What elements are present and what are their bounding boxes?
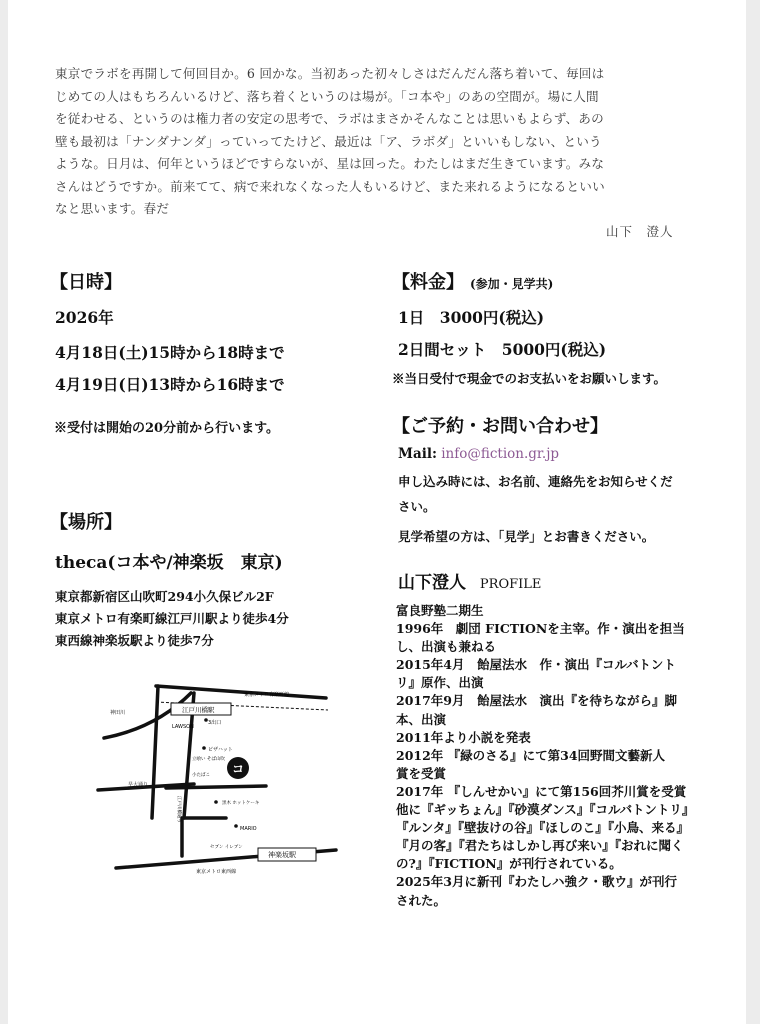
contact-instruction-1: 申し込み時には、お名前、連絡先をお知らせくだ bbox=[398, 474, 673, 489]
profile-line: 『月の客』『君たちはしかし再び来い』『おれに聞く bbox=[396, 838, 684, 854]
contact-mail-label: Mail: bbox=[398, 446, 437, 462]
contact-heading: 【ご予約・お問い合わせ】 bbox=[392, 416, 608, 437]
contact-mail-row bbox=[398, 446, 559, 462]
map-dot bbox=[214, 800, 218, 804]
profile-line: リ』原作、出演 bbox=[396, 675, 484, 691]
map-label-tatsuki: 立喰い そば山吹 bbox=[192, 757, 225, 762]
map-label-mario: MARIO bbox=[240, 826, 257, 832]
access-map bbox=[96, 668, 346, 888]
profile-heading bbox=[398, 568, 541, 593]
map-label-kandagawa: 神田川 bbox=[110, 710, 126, 716]
profile-line: 賞を受賞 bbox=[396, 765, 447, 781]
profile-line: 『ルンタ』『壁抜けの谷』『ほしのこ』『小鳥、来る』 bbox=[396, 820, 689, 836]
venue-heading: 【場所】 bbox=[50, 512, 122, 533]
fee-heading-label: 【料金】 bbox=[392, 272, 464, 293]
map-label-tozai-line: 東京メトロ有楽町線 bbox=[244, 692, 290, 698]
fee-heading bbox=[392, 268, 553, 294]
map-label-sodai: 早大通り bbox=[128, 782, 149, 788]
map-label-lawson: LAWSON bbox=[172, 724, 194, 730]
map-dot bbox=[234, 824, 238, 828]
map-label-kotan: 小たばこ bbox=[192, 773, 210, 778]
contact-instruction-2: さい。 bbox=[398, 499, 436, 514]
intro-line: ような。日月は、何年というほどですらないが、星は回った。わたしはまだ生きています。みな bbox=[55, 156, 605, 171]
venue-address: 東京都新宿区山吹町294小久保ビル2F bbox=[55, 589, 274, 604]
venue-access-1: 東京メトロ有楽町線江戸川駅より徒歩4分 bbox=[55, 611, 289, 626]
map-label-tozai: 東京メトロ東西線 bbox=[196, 869, 237, 875]
schedule-year: 2026年 bbox=[55, 308, 114, 327]
map-dot bbox=[202, 746, 206, 750]
schedule-day2: 4月19日(日)13時から16時まで bbox=[55, 375, 285, 394]
profile-line: 富良野塾二期生 bbox=[396, 603, 484, 618]
fee-two-day: 2日間セット 5000円(税込) bbox=[398, 340, 607, 359]
schedule-day1: 4月18日(土)15時から18時まで bbox=[55, 343, 285, 362]
intro-line: 東京でラボを再開して何回目か。6 回かな。当初あった初々しさはだんだん落ち着いて、毎回は bbox=[55, 66, 605, 81]
contact-instruction-3: 見学希望の方は、「見学」とお書きください。 bbox=[398, 529, 655, 544]
profile-line: 2015年4月 飴屋法水 作・演出『コルバトント bbox=[396, 657, 676, 673]
profile-line: 1996年 劇団 FICTIONを主宰。作・演出を担当 bbox=[396, 621, 685, 637]
schedule-heading: 【日時】 bbox=[50, 272, 122, 293]
intro-line: を従わせる、というのは権力者の安定の思考で、ラボはまさかそんなことは思いもよらず、あの bbox=[55, 111, 604, 126]
profile-line: 他に『ギッちょん』『砂漠ダンス』『コルバトントリ』 bbox=[396, 802, 695, 818]
intro-line: さんはどうですか。前来てて、病で来れなくなった人もいるけど、また来れるようになるといい bbox=[55, 178, 605, 194]
contact-email-link[interactable]: info@fiction.gr.jp bbox=[441, 446, 560, 462]
fee-one-day: 1日 3000円(税込) bbox=[398, 308, 545, 327]
profile-line: し、出演も兼ねる bbox=[396, 639, 497, 655]
venue-name: theca(コ本や/神楽坂 東京) bbox=[55, 553, 283, 573]
map-label-kuroki: 黒木 ホットケーキ bbox=[222, 801, 260, 806]
profile-line: 2012年 『緑のさる』にて第34回野間文藝新人 bbox=[396, 747, 666, 763]
profile-name: 山下澄人 bbox=[398, 573, 466, 593]
map-label-kagurazaka: 神楽坂駅 bbox=[268, 851, 296, 859]
map-road-vertical-left bbox=[152, 686, 158, 818]
profile-line: 2017年 『しんせかい』にて第156回芥川賞を受賞 bbox=[396, 783, 687, 799]
profile-line: 2017年9月 飴屋法水 演出『を待ちながら』脚 bbox=[396, 693, 677, 709]
map-label-edogawabashi: 江戸川橋駅 bbox=[182, 706, 215, 714]
schedule-note: ※受付は開始の20分前から行います。 bbox=[54, 421, 280, 436]
venue-access-2: 東西線神楽坂駅より徒歩7分 bbox=[55, 633, 214, 648]
intro-signature: 山下 澄人 bbox=[606, 224, 674, 239]
left-frame bbox=[0, 0, 8, 1024]
profile-line: の?』『FICTION』が刊行されている。 bbox=[396, 856, 622, 872]
profile-line: 2011年より小説を発表 bbox=[396, 729, 531, 745]
intro-line: 壁も最初は「ナンダナンダ」っていってたけど、最近は「ア、ラボダ」といいもしない、という bbox=[55, 133, 602, 149]
profile-line: 本、出演 bbox=[396, 711, 447, 727]
profile-text bbox=[396, 602, 714, 910]
profile-label: PROFILE bbox=[479, 577, 542, 592]
intro-text bbox=[55, 63, 715, 221]
map-marker-glyph: コ bbox=[232, 762, 245, 776]
map-label-edogawa-street: 江戸川橋通り bbox=[176, 796, 181, 823]
intro-line: なと思います。春だ bbox=[55, 201, 170, 216]
profile-line: された。 bbox=[396, 892, 447, 908]
fee-note: ※当日受付で現金でのお支払いをお願いします。 bbox=[392, 371, 667, 386]
map-road-top bbox=[156, 686, 326, 698]
map-label-exit3: 3出口 bbox=[208, 720, 222, 726]
right-frame bbox=[746, 0, 760, 1024]
intro-line: じめての人はもちろんいるけど、落ち着くというのは場が。「コ本や」のあの空間が。場に人間 bbox=[55, 88, 599, 104]
map-label-seven: セブン イレブン bbox=[210, 845, 243, 850]
map-road-middle bbox=[166, 786, 266, 788]
map-label-pizzahut: ピザハット bbox=[208, 747, 233, 753]
fee-heading-sub: (参加・見学共) bbox=[470, 277, 554, 291]
profile-line: 2025年3月に新刊『わたしハ強ク・歌ウ』が刊行 bbox=[396, 874, 677, 890]
